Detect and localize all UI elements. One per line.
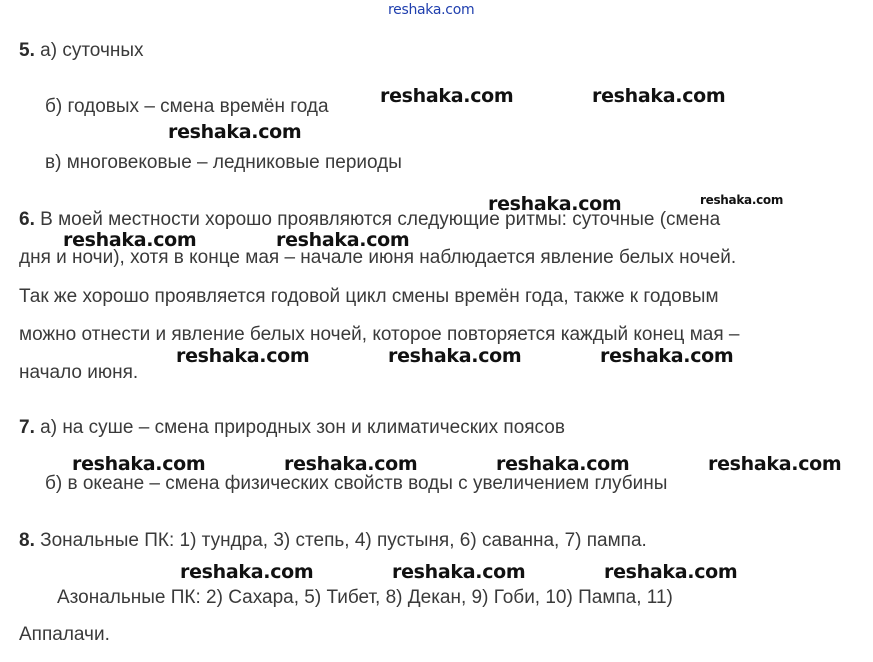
item-8-line-1 [19,530,647,552]
item-5-line-2: б) годовых – смена времён года [45,96,329,117]
header-watermark: reshaka.com [388,2,475,18]
watermark: reshaka.com [388,345,522,367]
item-text: Зональные ПК: 1) тундра, 3) степь, 4) пустыня, 6) саванна, 7) пампа. [40,530,647,551]
watermark: reshaka.com [276,229,410,251]
watermark: reshaka.com [72,453,206,475]
item-number: 8 [19,530,30,551]
item-text: В моей местности хорошо проявляются следующие ритмы: суточные (смена [40,209,721,230]
item-8-line-2: Азональные ПК: 2) Сахара, 5) Тибет, 8) Декан, 9) Гоби, 10) Пампа, 11) [57,587,673,608]
item-8-line-3: Аппалачи. [19,624,110,645]
item-number-dot: . [29,40,35,61]
watermark: reshaka.com [180,561,314,583]
item-text: а) на суше – смена природных зон и климатических поясов [40,417,565,438]
item-6-line-2: дня и ночи), хотя в конце мая – начале июня наблюдается явление белых ночей. [19,247,737,268]
item-5-line-1 [19,40,144,62]
watermark: reshaka.com [392,561,526,583]
item-7-line-1 [19,417,565,439]
item-number: 7 [19,417,30,438]
watermark: reshaka.com [496,453,630,475]
watermark: reshaka.com [700,193,784,207]
watermark: reshaka.com [176,345,310,367]
watermark: reshaka.com [592,85,726,107]
watermark: reshaka.com [380,85,514,107]
item-6-line-4: можно отнести и явление белых ночей, которое повторяется каждый конец мая – [19,324,740,345]
item-number-dot: . [29,417,35,438]
item-number-dot: . [29,530,35,551]
item-number: 6 [19,209,30,230]
item-number-dot: . [29,209,35,230]
watermark: reshaka.com [488,193,622,215]
item-7-line-2: б) в океане – смена физических свойств воды с увеличением глубины [45,473,668,494]
item-text: а) суточных [40,40,144,61]
watermark: reshaka.com [168,121,302,143]
item-5-line-3: в) многовековые – ледниковые периоды [45,152,402,173]
watermark: reshaka.com [600,345,734,367]
item-number: 5 [19,40,30,61]
item-6-line-5: начало июня. [19,362,139,383]
watermark: reshaka.com [63,229,197,251]
watermark: reshaka.com [604,561,738,583]
item-6-line-3: Так же хорошо проявляется годовой цикл смены времён года, также к годовым [19,286,719,307]
watermark: reshaka.com [284,453,418,475]
watermark: reshaka.com [708,453,842,475]
